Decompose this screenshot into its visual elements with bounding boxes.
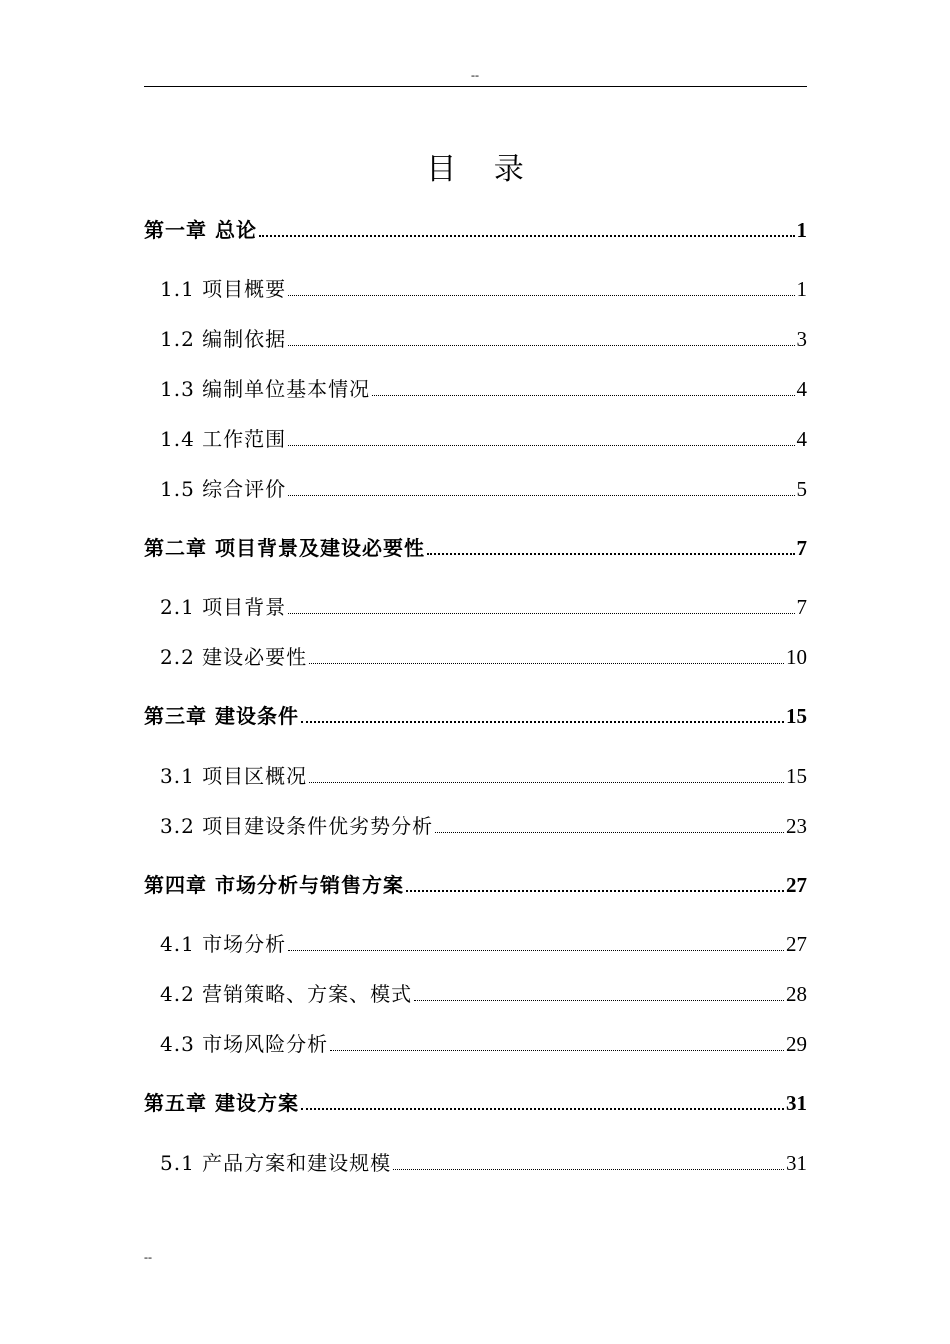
toc-page-number: 31: [786, 1151, 807, 1175]
toc-dot-leader: [288, 295, 794, 296]
toc-page-number: 31: [786, 1091, 807, 1115]
toc-entry-chapter-2[interactable]: [144, 531, 807, 561]
toc-entry-label: 1.3 编制单位基本情况: [160, 377, 371, 401]
toc-page-number: 7: [796, 536, 807, 560]
toc-entry-1-1[interactable]: [160, 272, 807, 302]
toc-entry-label: 1.4 工作范围: [160, 427, 287, 451]
toc-entry-label: 1.1 项目概要: [160, 277, 287, 301]
toc-page-number: 5: [796, 477, 807, 501]
toc-entry-label: 4.3 市场风险分析: [160, 1032, 329, 1056]
toc-page-number: 15: [786, 764, 807, 788]
toc-entry-label: 1.2 编制依据: [160, 327, 287, 351]
toc-dot-leader: [414, 1000, 784, 1001]
toc-dot-leader: [393, 1169, 784, 1170]
toc-dot-leader: [288, 613, 794, 614]
toc-entry-label: 5.1 产品方案和建设规模: [160, 1151, 392, 1175]
toc-page-number: 1: [796, 277, 807, 301]
toc-entry-3-2[interactable]: [160, 809, 807, 839]
page-title: 目 录: [426, 152, 538, 188]
toc-entry-chapter-3[interactable]: [144, 699, 807, 729]
toc-page-number: 27: [786, 873, 807, 897]
toc-page-number: 3: [796, 327, 807, 351]
toc-dot-leader: [301, 1108, 784, 1110]
footer-mark: --: [144, 1250, 152, 1264]
header-mark: --: [471, 68, 479, 82]
toc-dot-leader: [406, 890, 784, 892]
toc-entry-2-1[interactable]: [160, 590, 807, 620]
toc-page-number: 15: [786, 704, 807, 728]
toc-page-number: 23: [786, 814, 807, 838]
toc-entry-label: 3.2 项目建设条件优劣势分析: [160, 814, 434, 838]
toc-dot-leader: [435, 832, 784, 833]
toc-dot-leader: [259, 235, 795, 237]
toc-page-number: 7: [796, 595, 807, 619]
toc-dot-leader: [372, 395, 794, 396]
toc-page-number: 4: [796, 377, 807, 401]
toc-entry-4-1[interactable]: [160, 927, 807, 957]
toc-entry-label: 4.1 市场分析: [160, 932, 287, 956]
toc-entry-label: 2.1 项目背景: [160, 595, 287, 619]
toc-dot-leader: [301, 721, 784, 723]
toc-entry-label: 第五章 建设方案: [144, 1091, 299, 1115]
toc-entry-chapter-1[interactable]: [144, 213, 807, 243]
toc-dot-leader: [330, 1050, 784, 1051]
toc-page-number: 27: [786, 932, 807, 956]
toc-dot-leader: [288, 445, 794, 446]
toc-entry-5-1[interactable]: [160, 1146, 807, 1176]
toc-dot-leader: [309, 782, 784, 783]
toc-dot-leader: [288, 495, 794, 496]
toc-entry-1-5[interactable]: [160, 472, 807, 502]
toc-dot-leader: [288, 345, 794, 346]
toc-page-number: 1: [796, 218, 807, 242]
toc-entry-1-4[interactable]: [160, 422, 807, 452]
toc-entry-label: 3.1 项目区概况: [160, 764, 308, 788]
toc-entry-label: 第三章 建设条件: [144, 704, 299, 728]
toc-entry-label: 2.2 建设必要性: [160, 645, 308, 669]
toc-entry-4-3[interactable]: [160, 1027, 807, 1057]
toc-page-number: 29: [786, 1032, 807, 1056]
toc-entry-1-2[interactable]: [160, 322, 807, 352]
toc-entry-label: 4.2 营销策略、方案、模式: [160, 982, 413, 1006]
toc-entry-label: 第二章 项目背景及建设必要性: [144, 536, 425, 560]
toc-dot-leader: [288, 950, 784, 951]
toc-page-number: 10: [786, 645, 807, 669]
toc-entry-3-1[interactable]: [160, 759, 807, 789]
toc-entry-2-2[interactable]: [160, 640, 807, 670]
toc-entry-chapter-5[interactable]: [144, 1086, 807, 1116]
toc-page-number: 4: [796, 427, 807, 451]
toc-entry-label: 第一章 总论: [144, 218, 257, 242]
toc-entry-1-3[interactable]: [160, 372, 807, 402]
toc-dot-leader: [427, 553, 795, 555]
toc-entry-label: 第四章 市场分析与销售方案: [144, 873, 404, 897]
toc-entry-4-2[interactable]: [160, 977, 807, 1007]
toc-page-number: 28: [786, 982, 807, 1006]
toc-entry-chapter-4[interactable]: [144, 868, 807, 898]
toc-dot-leader: [309, 663, 784, 664]
toc-entry-label: 1.5 综合评价: [160, 477, 287, 501]
